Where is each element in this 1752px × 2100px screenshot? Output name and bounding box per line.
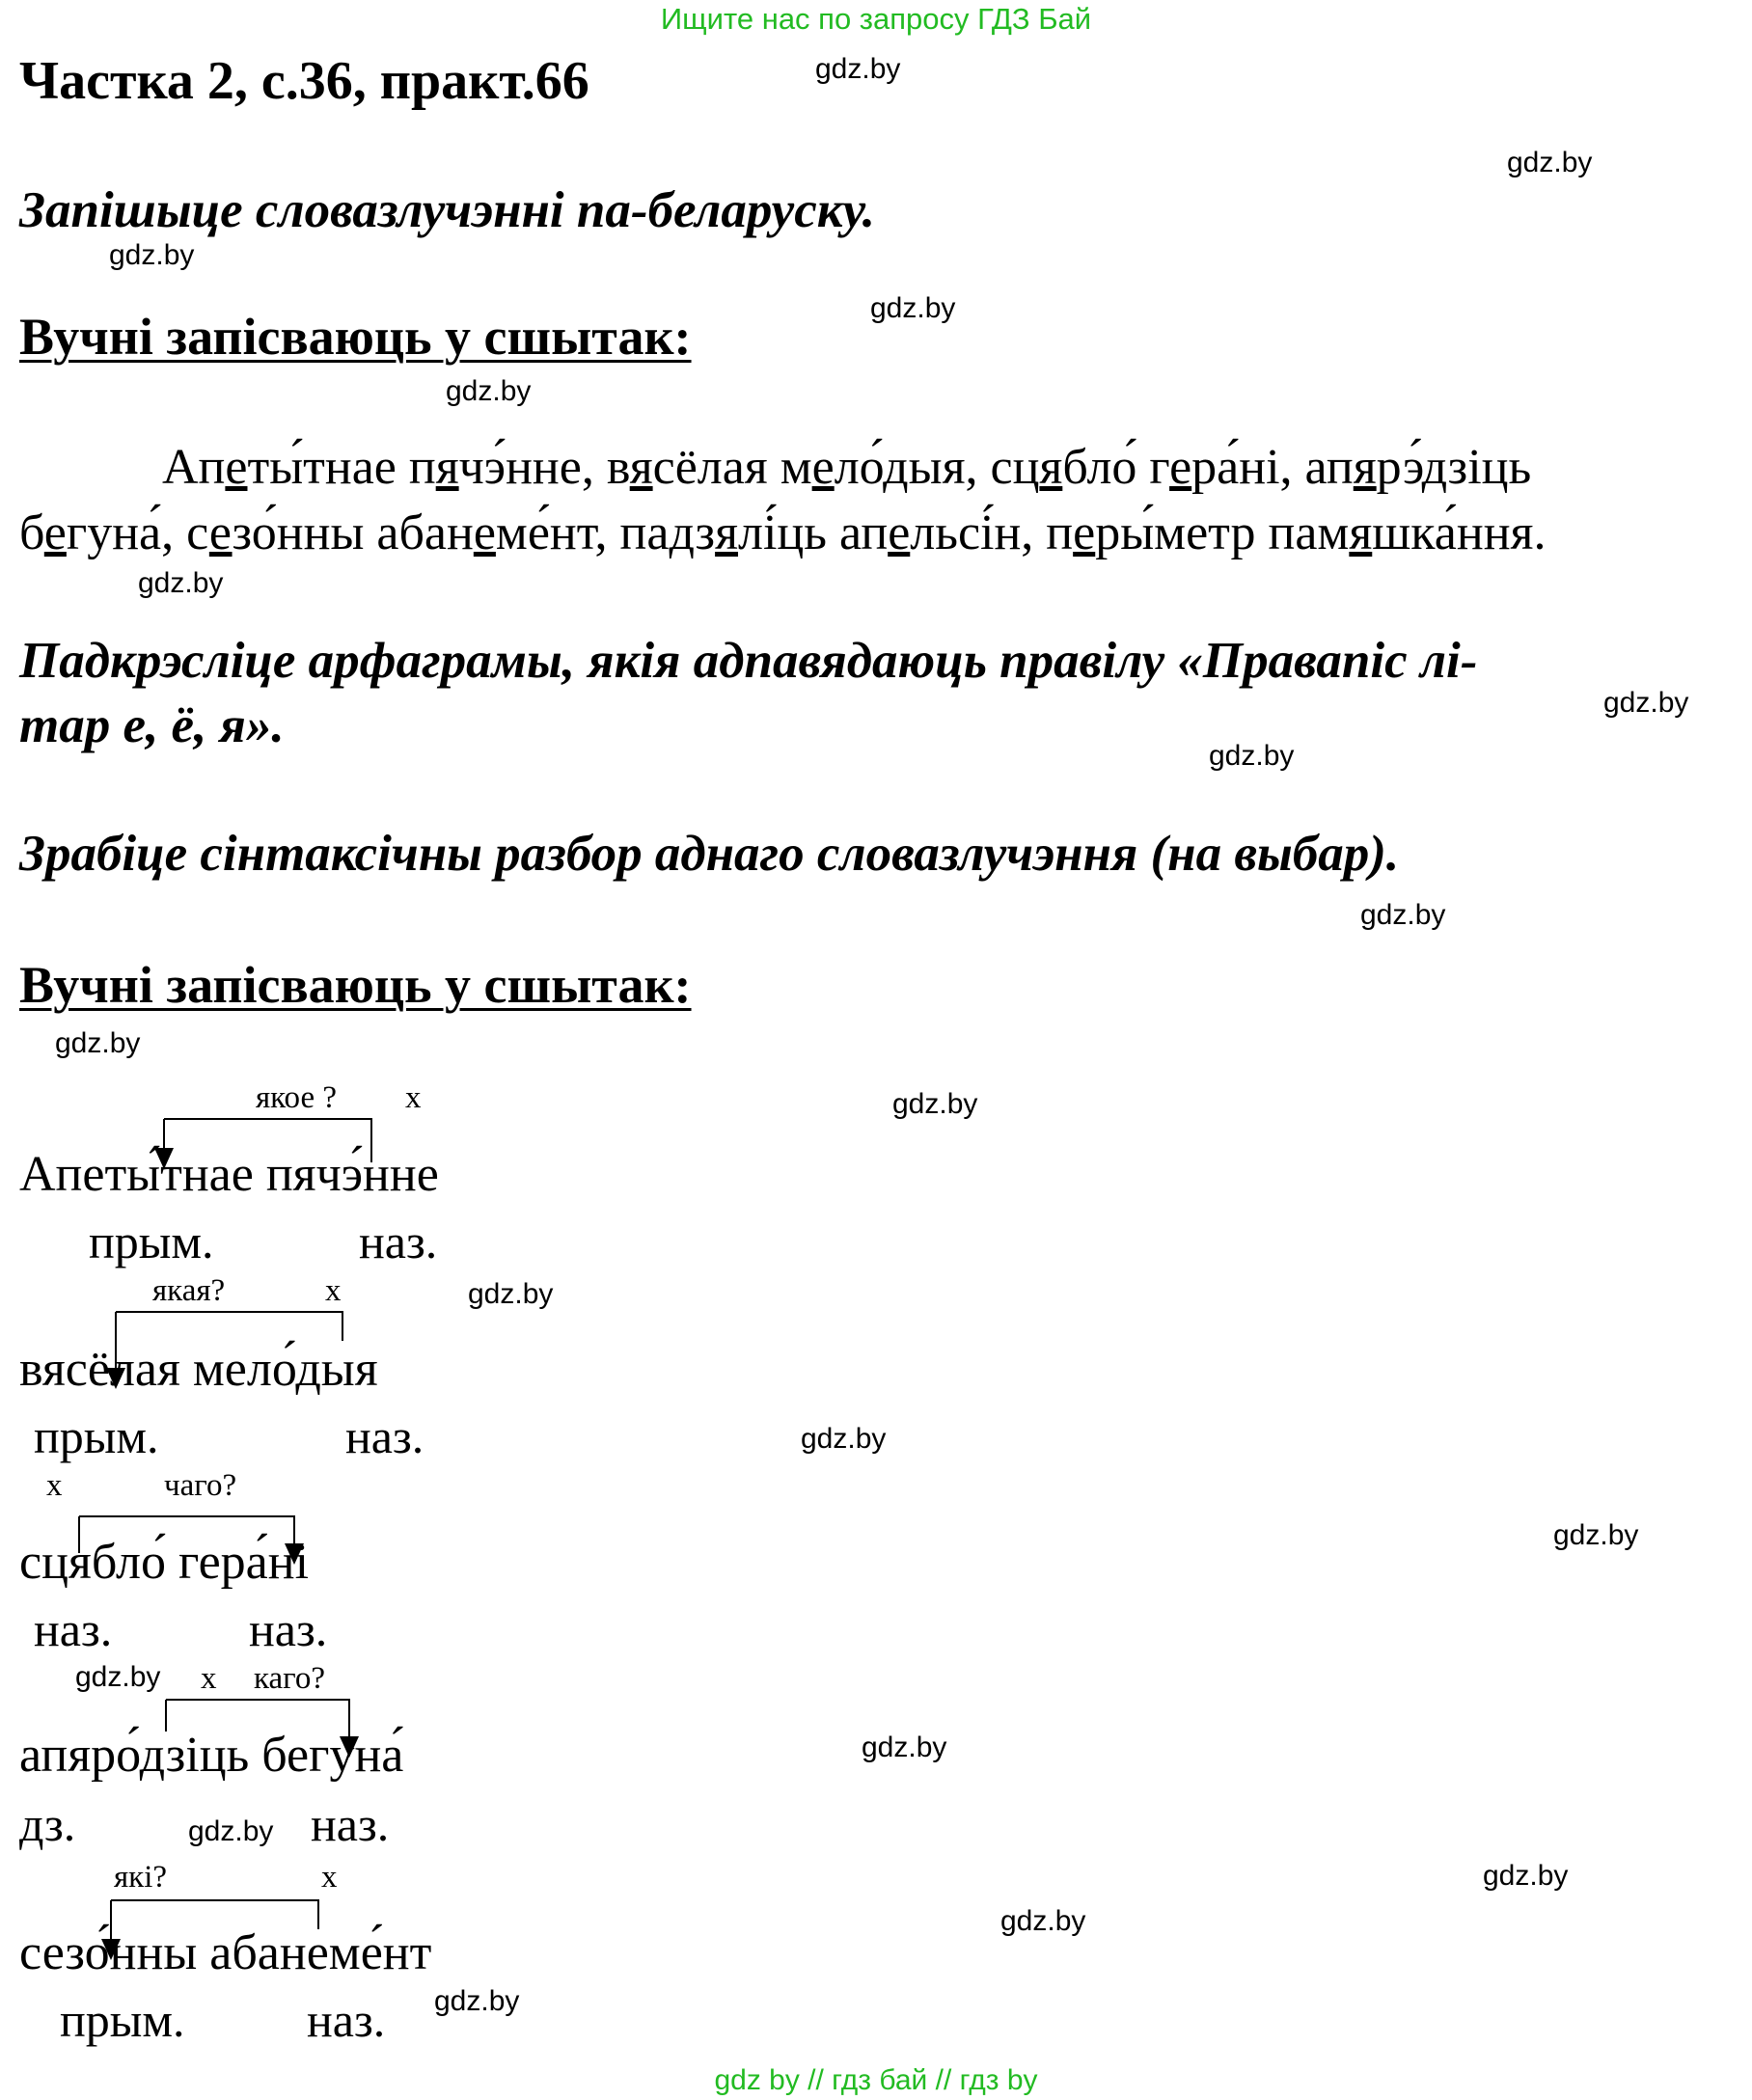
watermark: gdz.by [434, 1985, 520, 2017]
watermark: gdz.by [188, 1815, 274, 1847]
parse-4-dependent-role: наз. [311, 1797, 390, 1851]
watermark: gdz.by [1603, 687, 1689, 719]
parse-4-main-role: дз. [19, 1797, 76, 1851]
watermark: gdz.by [55, 1027, 141, 1059]
parse-1-main-mark: х [405, 1080, 422, 1115]
parse-3-question: чаго? [164, 1468, 237, 1503]
parse-1-dependent-role: прым. [89, 1214, 214, 1268]
watermark: gdz.by [815, 53, 901, 85]
parse-1-main-role: наз. [359, 1214, 438, 1268]
watermark: gdz.by [1507, 147, 1593, 178]
watermark: gdz.by [109, 239, 195, 271]
watermark: gdz.by [1209, 740, 1295, 772]
watermark: gdz.by [1483, 1860, 1569, 1892]
watermark: gdz.by [862, 1732, 947, 1763]
page-title: Частка 2, с.36, практ.66 [19, 51, 589, 111]
watermark: gdz.by [1000, 1905, 1086, 1937]
watermark: gdz.by [1360, 899, 1446, 931]
parse-1-phrase: Апеты́тнае пячэ́нне [19, 1147, 439, 1202]
pupils-write-heading-2: Вучні запісваюць у сшытак: [19, 956, 692, 1014]
watermark: gdz.by [468, 1278, 554, 1310]
parse-5-dependent-role: прым. [60, 1993, 185, 2047]
watermark: gdz.by [1553, 1519, 1639, 1551]
parse-4-question: каго? [254, 1661, 326, 1696]
task-2-instruction-line-1: Падкрэсліце арфаграмы, якія адпавядаюць правілу «Правапіс лі- [19, 633, 1478, 689]
watermark: gdz.by [138, 567, 224, 599]
parse-5-main-role: наз. [307, 1993, 386, 2047]
parse-5-phrase: сезо́нны абанеме́нт [19, 1925, 432, 1980]
search-hint-link[interactable]: Ищите нас по запросу ГДЗ Бай [660, 2, 1092, 36]
task-2-instruction-line-2: тар е, ё, я». [19, 697, 285, 753]
parse-3-phrase: сцябло́ гера́ні [19, 1535, 310, 1590]
watermark: gdz.by [75, 1661, 161, 1693]
footer-links[interactable]: gdz by // гдз бай // гдз by [714, 2064, 1038, 2096]
watermark: gdz.by [870, 292, 956, 324]
task-3-instruction: Зрабіце сінтаксічны разбор аднаго словазлучэння (на выбар). [19, 826, 1400, 882]
parse-5-question: які? [114, 1860, 168, 1895]
parse-3-dependent-role: наз. [249, 1602, 328, 1656]
parse-2-question: якая? [152, 1273, 226, 1308]
parse-3-main-mark: х [46, 1468, 63, 1503]
parse-4-main-mark: х [201, 1661, 217, 1696]
watermark: gdz.by [892, 1088, 978, 1120]
parse-2-main-mark: х [325, 1273, 342, 1308]
parse-1-question: якое ? [256, 1080, 337, 1115]
parse-2-dependent-role: прым. [34, 1409, 159, 1463]
pupils-write-heading-1: Вучні запісваюць у сшытак: [19, 308, 692, 366]
phrases-line-2: бегуна́, сезо́нны абанеме́нт, падзялі́ць апельсі́н, перы́метр памяшка́ння. [19, 505, 1547, 560]
parse-5-main-mark: х [321, 1860, 338, 1895]
parse-3-main-role: наз. [34, 1602, 113, 1656]
watermark: gdz.by [446, 375, 532, 407]
parse-4-phrase: апяро́дзіць бегуна́ [19, 1728, 404, 1783]
parse-2-phrase: вясёлая мело́дыя [19, 1342, 378, 1397]
watermark: gdz.by [801, 1423, 887, 1455]
parse-2-main-role: наз. [345, 1409, 424, 1463]
task-1-instruction: Запішыце словазлучэнні па-беларуску. [19, 182, 876, 238]
phrases-line-1: Апеты́тнае пячэ́нне, вясёлая мело́дыя, сцябло́ гера́ні, апярэ́дзіць [162, 440, 1532, 495]
